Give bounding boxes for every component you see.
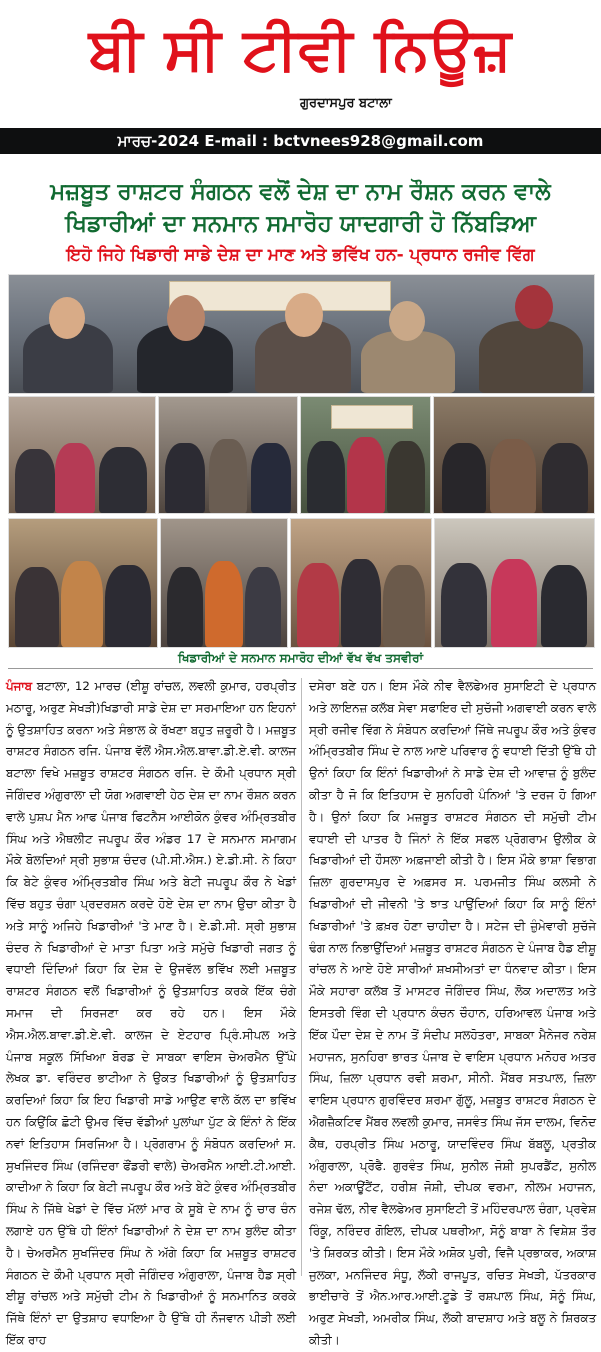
photo-group-4 — [433, 396, 595, 514]
person-figure — [165, 443, 205, 513]
article-column-right — [309, 676, 596, 1352]
person-figure — [490, 439, 536, 513]
headline-line-1: ਮਜ਼ਬੂਤ ਰਾਸ਼ਟਰ ਸੰਗਠਨ ਵਲੋਂ ਦੇਸ਼ ਦਾ ਨਾਮ ਰੌਸ਼ਨ ਕਰਨ ਵਾਲੇ — [50, 179, 551, 205]
article-body-left: ਬਟਾਲਾ, 12 ਮਾਰਚ (ਈਸ਼ੂ ਰਾਂਚਲ, ਲਵਲੀ ਕੁਮਾਰ, ਹਰਪ੍ਰੀਤ ਮਠਾਰੂ, ਅਰੁਣ ਸੇਖੜੀ)ਖਿਡਾਰੀ ਸਾਡੇ ਦੇਸ਼ ਦਾ ਸਰਮਾਇਆ ਹਨ ਇਹਨਾਂ ਨੂੰ ਉਤਸ਼ਾਹਿਤ ਕਰਨਾ ਅਤੇ ਸੰਭਾਲ ਕੇ ਰੱਖਣਾ ਬਹੁਤ ਜ਼ਰੂਰੀ ਹੈ। ਮਜ਼ਬੂਤ ਰਾਸ਼ਟਰ ਸੰਗਠਨ ਰਜਿ. ਪੰਜਾਬ ਵੱਲੋਂ ਐਸ.ਐਲ.ਬਾਵਾ.ਡੀ.ਏ.ਵੀ. ਕਾਲਜ ਬਟਾਲਾ ਵਿਖੇ ਮਜ਼ਬੂਤ ਰਾਸ਼ਟਰ ਸੰਗਠਨ ਰਜਿ. ਦੇ ਕੌਮੀ ਪ੍ਰਧਾਨ ਸ੍ਰੀ ਜੋਗਿੰਦਰ ਅੰਗੁਰਾਲਾ ਦੀ ਯੋਗ ਅਗਵਾਈ ਹੇਠ ਦੇਸ਼ ਦਾ ਨਾਮ ਰੌਸ਼ਨ ਕਰਨ ਵਾਲੇ ਪੁਸ਼ਪ ਮੈਨ ਆਫ ਪੰਜਾਬ ਫਿਟਨੈਸ ਆਈਕੋਨ ਕੁੰਵਰ ਅੰਮ੍ਰਿਤਬੀਰ ਸਿੰਘ ਅਤੇ ਐਥਲੀਟ ਜਪਰੂਪ ਕੌਰ ਅੰਡਰ 17 ਦੇ ਸਨਮਾਨ ਸਮਾਗਮ ਮੌਕੇ ਬੋਲਦਿਆਂ ਸ੍ਰੀ ਸੁਭਾਸ਼ ਚੰਦਰ (ਪੀ.ਸੀ.ਐਸ.) ਏ.ਡੀ.ਸੀ. ਨੇ ਕਿਹਾ ਕਿ ਬੇਟੇ ਕੁੰਵਰ ਅੰਮ੍ਰਿਤਬੀਰ ਸਿੰਘ ਅਤੇ ਬੇਟੀ ਜਪਰੂਪ ਕੌਰ ਨੇ ਖੇਡਾਂ ਵਿੱਚ ਬਹੁਤ ਚੰਗਾ ਪ੍ਰਦਰਸ਼ਨ ਕਰਦੇ ਹੋਏ ਦੇਸ਼ ਦਾ ਨਾਮ ਉਚਾ ਕੀਤਾ ਹੈ ਅਤੇ ਸਾਨੂੰ ਅਜਿਹੇ ਖਿਡਾਰੀਆਂ 'ਤੇ ਮਾਣ ਹੈ। ਏ.ਡੀ.ਸੀ. ਸ੍ਰੀ ਸੁਭਾਸ਼ ਚੰਦਰ ਨੇ ਖਿਡਾਰੀਆਂ ਦੇ ਮਾਤਾ ਪਿਤਾ ਅਤੇ ਸਮੁੱਚੇ ਖਿਡਾਰੀ ਜਗਤ ਨੂੰ ਵਧਾਈ ਦਿੰਦਿਆਂ ਕਿਹਾ ਕਿ ਦੇਸ਼ ਦੇ ਉਜਵੱਲ ਭਵਿੱਖ ਲਈ ਮਜ਼ਬੂਤ ਰਾਸ਼ਟਰ ਸੰਗਠਨ ਵਲੋਂ ਖਿਡਾਰੀਆਂ ਨੂੰ ਉਤਸ਼ਾਹਿਤ ਕਰਕੇ ਇੱਕ ਚੰਗੇ ਸਮਾਜ ਦੀ ਸਿਰਜਣਾ ਕਰ ਰਹੇ ਹਨ। ਇਸ ਮੌਕੇ ਐਸ.ਐਲ.ਬਾਵਾ.ਡੀ.ਏ.ਵੀ. ਕਾਲਜ ਦੇ ਏਟਹਾਰ ਪ੍ਰਿੰ.ਸੀਪਲ ਅਤੇ ਪੰਜਾਬ ਸਕੂਲ ਸਿੱਖਿਆ ਬੋਰਡ ਦੇ ਸਾਬਕਾ ਵਾਇਸ ਚੇਅਰਮੈਨ ਉੱਘੇ ਲੇਖਕ ਡਾ. ਵਰਿੰਦਰ ਭਾਟੀਆ ਨੇ ਉਕਤ ਖਿਡਾਰੀਆਂ ਨੂੰ ਉਤਸ਼ਾਹਿਤ ਕਰਦਿਆਂ ਕਿਹਾ ਕਿ ਇਹ ਖਿਡਾਰੀ ਸਾਡੇ ਆਉਣ ਵਾਲੇ ਕੱਲ ਦਾ ਭਵਿੱਖ ਹਨ ਕਿਉਂਕਿ ਛੋਟੀ ਉਮਰ ਵਿੱਚ ਵੱਡੀਆਂ ਪੁਲਾਂਘਾ ਪੁੱਟ ਕੇ ਇੰਨਾਂ ਨੇ ਇੱਕ ਨਵਾਂ ਇਤਿਹਾਸ ਸਿਰਜਿਆ ਹੈ। ਪ੍ਰੋਗਰਾਮ ਨੂੰ ਸੰਬੋਧਨ ਕਰਦਿਆਂ ਸ. ਸੁਖਜਿੰਦਰ ਸਿੰਘ (ਰਜਿੰਦਰਾ ਫੌਂਡਰੀ ਵਾਲੇ) ਚੇਅਰਮੈਨ ਆਈ.ਟੀ.ਆਈ. ਕਾਦੀਆ ਨੇ ਕਿਹਾ ਕਿ ਬੇਟੀ ਜਪਰੂਪ ਕੌਰ ਅਤੇ ਬੇਟੇ ਕੁੰਵਰ ਅੰਮ੍ਰਿਤਬੀਰ ਸਿੰਘ ਨੇ ਜਿੱਥੇ ਖੇਡਾਂ ਦੇ ਵਿੱਚ ਮੱਲਾਂ ਮਾਰ ਕੇ ਸੂਬੇ ਦੇ ਨਾਮ ਨੂੰ ਚਾਰ ਚੰਨ ਲਗਾਏ ਹਨ ਉੱਥੇ ਹੀ ਇੰਨਾਂ ਖਿਡਾਰੀਆਂ ਨੇ ਦੇਸ਼ ਦਾ ਨਾਮ ਬੁਲੰਦ ਕੀਤਾ ਹੈ। ਚੇਅਰਮੈਨ ਸੁਖਜਿੰਦਰ ਸਿੰਘ ਨੇ ਅੱਗੇ ਕਿਹਾ ਕਿ ਮਜ਼ਬੂਤ ਰਾਸ਼ਟਰ ਸੰਗਠਨ ਦੇ ਕੌਮੀ ਪ੍ਰਧਾਨ ਸ੍ਰੀ ਜੋਗਿੰਦਰ ਅੰਗੁਰਾਲਾ, ਪੰਜਾਬ ਹੈਡ ਸ੍ਰੀ ਈਸ਼ੂ ਰਾਂਚਲ ਅਤੇ ਸਮੁੱਚੀ ਟੀਮ ਨੇ ਖਿਡਾਰੀਆਂ ਨੂੰ ਸਨਮਾਨਿਤ ਕਰਕੇ ਜਿੱਥੇ ਇੰਨਾਂ ਦਾ ਉਤਸ਼ਾਹ ਵਧਾਇਆ ਹੈ ਉੱਥੇ ਹੀ ਨੌਜਵਾਨ ਪੀੜੀ ਲਈ ਇੱਕ ਰਾਹ — [6, 679, 296, 1347]
photo-group-8 — [434, 518, 595, 648]
person-head — [389, 301, 425, 341]
photo-group-1 — [8, 396, 156, 514]
location-label: ਗੁਰਦਾਸਪੁਰ ਬਟਾਲਾ — [300, 96, 392, 111]
person-figure — [167, 567, 203, 647]
subheadline: ਇਹੋ ਜਿਹੇ ਖਿਡਾਰੀ ਸਾਡੇ ਦੇਸ਼ ਦਾ ਮਾਣ ਅਤੇ ਭਵਿੱਖ ਹਨ- ਪ੍ਰਧਾਨ ਰਜੀਵ ਵਿੱਗ — [66, 245, 535, 265]
photo-caption: ਖਿਡਾਰੀਆਂ ਦੇ ਸਨਮਾਨ ਸਮਾਰੋਹ ਦੀਆਂ ਵੱਖ ਵੱਖ ਤਸਵੀਰਾਂ — [177, 651, 423, 665]
photo-group-5 — [8, 518, 158, 648]
person-head — [167, 295, 205, 341]
person-figure — [341, 559, 381, 647]
person-head — [49, 297, 85, 339]
contact-bar: ਮਾਰਚ-2024 E-mail : bctvnees928@gmail.com — [0, 128, 601, 154]
person-head — [515, 285, 553, 329]
person-figure — [442, 443, 486, 513]
person-figure — [441, 563, 487, 647]
masthead — [0, 0, 601, 124]
newspaper-title: ਬੀ ਸੀ ਟੀਵੀ ਨਿਊਜ਼ — [88, 15, 513, 83]
person-figure — [347, 437, 385, 513]
person-head — [285, 293, 323, 337]
section-divider — [8, 668, 593, 669]
photo-collage — [8, 274, 593, 648]
person-figure — [542, 443, 588, 513]
person-figure — [205, 561, 243, 647]
person-figure — [99, 447, 147, 513]
photo-group-2 — [158, 396, 298, 514]
headline-line-2: ਖਿਡਾਰੀਆਂ ਦਾ ਸਨਮਾਨ ਸਮਾਰੋਹ ਯਾਦਗਾਰੀ ਹੋ ਨਿੱਬੜਿਆ — [65, 211, 536, 237]
article-column-left — [6, 676, 296, 1352]
person-figure — [55, 443, 95, 513]
dateline: ਪੰਜਾਬ — [6, 679, 33, 693]
person-figure — [541, 565, 587, 647]
person-figure — [251, 443, 291, 513]
person-figure — [383, 565, 425, 647]
person-figure — [61, 561, 103, 647]
photo-dignitaries — [8, 274, 595, 394]
person-figure — [491, 559, 537, 647]
person-figure — [15, 449, 55, 513]
person-figure — [105, 565, 151, 647]
column-divider — [301, 678, 302, 1276]
photo-group-3 — [300, 396, 431, 514]
person-figure — [209, 439, 247, 513]
photo-group-6 — [160, 518, 288, 648]
person-figure — [245, 567, 281, 647]
person-figure — [297, 563, 339, 647]
person-figure — [479, 321, 583, 393]
photo-group-7 — [290, 518, 432, 648]
article-body-right: ਦਸੇਰਾ ਬਣੇ ਹਨ। ਇਸ ਮੌਕੇ ਨੀਵ ਵੈਲਫੇਅਰ ਸੁਸਾਇਟੀ ਦੇ ਪ੍ਰਧਾਨ ਅਤੇ ਲਾਇਨਜ਼ ਕਲੱਬ ਸੇਵਾ ਸਫਾਇਰ ਦੀ ਸੁਚੱਜੀ ਅਗਵਾਈ ਕਰਨ ਵਾਲੇ ਸ੍ਰੀ ਰਜੀਵ ਵਿੱਗ ਨੇ ਸੰਬੋਧਨ ਕਰਦਿਆਂ ਜਿੱਥੇ ਜਪਰੂਪ ਕੌਰ ਅਤੇ ਕੁੰਵਰ ਅੰਮ੍ਰਿਤਬੀਰ ਸਿੰਘ ਦੇ ਨਾਲ ਆਏ ਪਰਿਵਾਰ ਨੂੰ ਵਧਾਈ ਦਿੱਤੀ ਉੱਥੇ ਹੀ ਉਨਾਂ ਕਿਹਾ ਕਿ ਇੰਨਾਂ ਖਿਡਾਰੀਆਂ ਨੇ ਸਾਡੇ ਦੇਸ਼ ਦੀ ਆਵਾਜ਼ ਨੂੰ ਬੁਲੰਦ ਕੀਤਾ ਹੈ ਜੋ ਕਿ ਇਤਿਹਾਸ ਦੇ ਸੁਨਹਿਰੀ ਪੰਨਿਆਂ 'ਤੇ ਦਰਜ ਹੋ ਗਿਆ ਹੈ। ਉਨਾਂ ਕਿਹਾ ਕਿ ਮਜ਼ਬੂਤ ਰਾਸ਼ਟਰ ਸੰਗਠਨ ਦੀ ਸਮੁੱਚੀ ਟੀਮ ਵਧਾਈ ਦੀ ਪਾਤਰ ਹੈ ਜਿੰਨਾਂ ਨੇ ਇੱਕ ਸਫਲ ਪ੍ਰੋਗਰਾਮ ਉਲੀਕ ਕੇ ਖਿਡਾਰੀਆਂ ਦੀ ਹੌਸਲਾ ਅਫ਼ਜਾਈ ਕੀਤੀ ਹੈ। ਇਸ ਮੌਕੇ ਭਾਸ਼ਾ ਵਿਭਾਗ ਜ਼ਿਲਾ ਗੁਰਦਾਸਪੁਰ ਦੇ ਅਫ਼ਸਰ ਸ. ਪਰਮਜੀਤ ਸਿੰਘ ਕਲਸੀ ਨੇ ਖਿਡਾਰੀਆਂ ਦੀ ਜੀਵਨੀ 'ਤੇ ਝਾਤ ਪਾਉਂਦਿਆਂ ਕਿਹਾ ਕਿ ਸਾਨੂੰ ਇੰਨਾਂ ਖਿਡਾਰੀਆਂ 'ਤੇ ਫ਼ਖ਼ਰ ਹੋਣਾ ਚਾਹੀਦਾ ਹੈ। ਸਟੇਜ ਦੀ ਜ਼ੁੰਮੇਵਾਰੀ ਸੁਚੱਜੇ ਢੰਗ ਨਾਲ ਨਿਭਾਉਂਦਿਆਂ ਮਜ਼ਬੂਤ ਰਾਸ਼ਟਰ ਸੰਗਠਨ ਦੇ ਪੰਜਾਬ ਹੈਡ ਈਸ਼ੂ ਰਾਂਚਲ ਨੇ ਆਏ ਹੋਏ ਸਾਰੀਆਂ ਸ਼ਖਸੀਅਤਾਂ ਦਾ ਧੰਨਵਾਦ ਕੀਤਾ। ਇਸ ਮੌਕੇ ਸਹਾਰਾ ਕਲੱਬ ਤੋਂ ਮਾਸਟਰ ਜੋਗਿੰਦਰ ਸਿੰਘ, ਲੋਕ ਅਦਾਲਤ ਅਤੇ ਇਸਤਰੀ ਵਿੰਗ ਦੀ ਪ੍ਰਧਾਨ ਕੰਚਨ ਚੌਹਾਨ, ਹਰਿਆਵਲ ਪੰਜਾਬ ਅਤੇ ਇੱਕ ਪੌਦਾ ਦੇਸ਼ ਦੇ ਨਾਮ ਤੋਂ ਸੰਦੀਪ ਸਲਹੋਤਰਾ, ਸਾਬਕਾ ਮੈਨੇਜਰ ਨਰੇਸ਼ ਮਹਾਜਨ, ਸੁਨਹਿਰਾ ਭਾਰਤ ਪੰਜਾਬ ਦੇ ਵਾਇਸ ਪ੍ਰਧਾਨ ਮਨੋਹਰ ਅਤਰ ਸਿੰਘ, ਜ਼ਿਲਾ ਪ੍ਰਧਾਨ ਰਵੀ ਸ਼ਰਮਾ, ਸੀਨੀ. ਮੈਂਬਰ ਸਤਪਾਲ, ਜ਼ਿਲਾ ਵਾਇਸ ਪ੍ਰਧਾਨ ਗੁਰਵਿੰਦਰ ਸ਼ਰਮਾ ਗੁੱਲੂ, ਮਜ਼ਬੂਤ ਰਾਸ਼ਟਰ ਸੰਗਠਨ ਦੇ ਐਗਜ਼ੈਕਟਿਵ ਮੈਂਬਰ ਲਵਲੀ ਕੁਮਾਰ, ਜਸਵੰਤ ਸਿੰਘ ਜੱਸ ਦਾਲਮ, ਵਿਨੋਦ ਕੈਥ, ਹਰਪ੍ਰੀਤ ਸਿੰਘ ਮਠਾਰੂ, ਯਾਦਵਿੰਦਰ ਸਿੰਘ ਬੱਬਲੂ, ਪ੍ਰਤੀਕ ਅੰਗੁਰਾਲਾ, ਪ੍ਰੋਫੈ. ਗੁਰਵੰਤ ਸਿੰਘ, ਸੁਨੀਲ ਜੋਸ਼ੀ ਸੁਪਰਡੈਂਟ, ਸੁਨੀਲ ਨੰਦਾ ਅਕਾਊਂਟੈਂਟ, ਹਰੀਸ਼ ਜੋਸ਼ੀ, ਦੀਪਕ ਵਰਮਾ, ਨੀਲਮ ਮਹਾਜਨ, ਰਜੇਸ਼ ਢੱਲ, ਨੀਵ ਵੈਲਫੇਅਰ ਸੁਸਾਇਟੀ ਤੋਂ ਮਹਿੰਦਰਪਾਲ ਚੰਗਾ, ਪ੍ਰਵੇਸ਼ ਰਿੰਕੂ, ਨਰਿੰਦਰ ਗੋਇਲ, ਦੀਪਕ ਪਥਰੀਆ, ਸੋਨੂੰ ਬਾਬਾ ਨੇ ਵਿਸ਼ੇਸ਼ ਤੌਰ 'ਤੇ ਸ਼ਿਰਕਤ ਕੀਤੀ। ਇਸ ਮੌਕੇ ਅਸ਼ੋਕ ਪੁਰੀ, ਵਿਜੈ ਪ੍ਰਭਾਕਰ, ਅਕਾਸ਼ ਜੁਲਕਾ, ਮਨਜਿੰਦਰ ਸੰਧੂ, ਲੱਕੀ ਰਾਜਪੂਤ, ਰਚਿਤ ਸੇਖੜੀ, ਪੱਤਰਕਾਰ ਭਾਈਚਾਰੇ ਤੋਂ ਐਨ.ਆਰ.ਆਈ.ਟੂਡੇ ਤੋਂ ਰਸ਼ਪਾਲ ਸਿੰਘ, ਸੋਨੂੰ ਸਿੰਘ, ਅਰੁਣ ਸੇਖੜੀ, ਅਮਰੀਕ ਸਿੰਘ, ਲੱਕੀ ਬਾਦਸ਼ਾਹ ਅਤੇ ਬਲੂ ਨੇ ਸ਼ਿਰਕਤ ਕੀਤੀ। — [309, 679, 596, 1347]
person-figure — [15, 567, 59, 647]
person-figure — [387, 441, 425, 513]
backdrop-banner — [331, 405, 413, 429]
person-figure — [307, 441, 345, 513]
